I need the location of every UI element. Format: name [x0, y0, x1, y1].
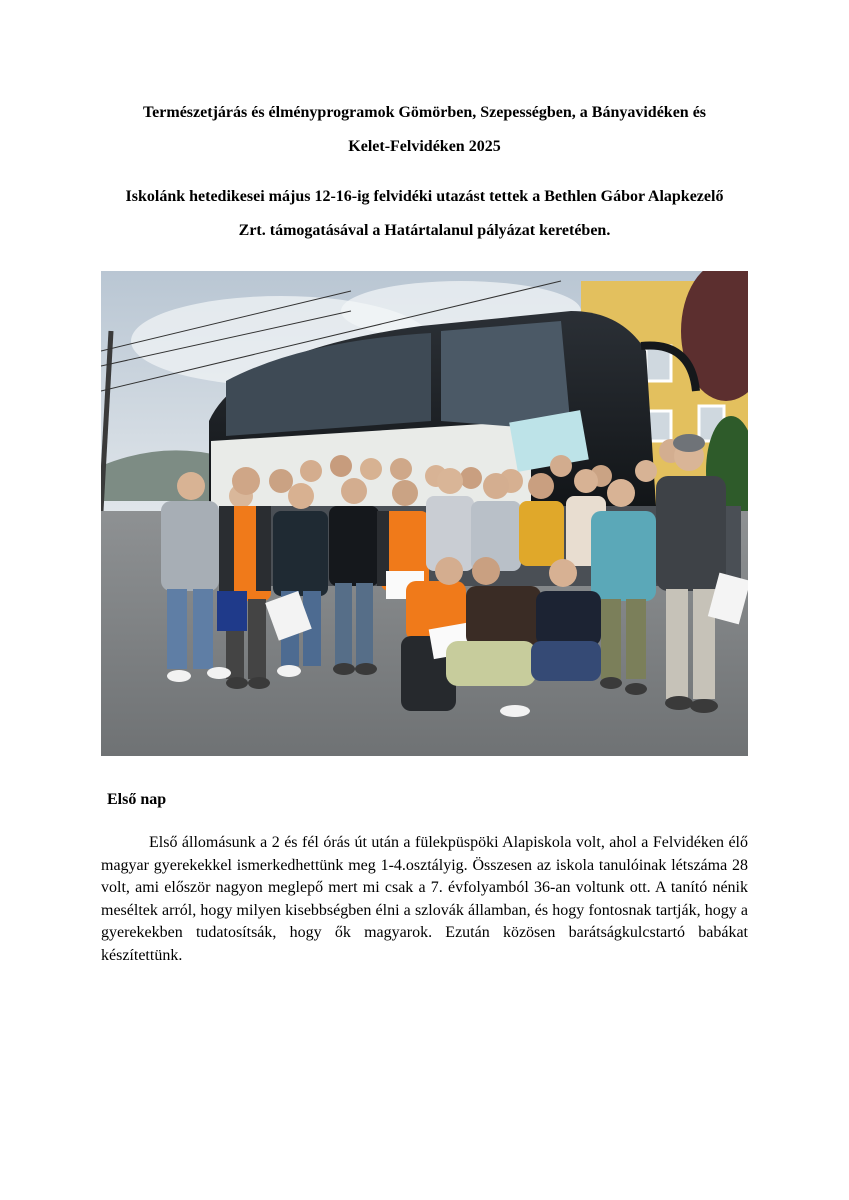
group-photo [101, 271, 748, 756]
paragraph-text: Első állomásunk a 2 és fél órás út után a fülekpüspöki Alapiskola volt, ahol a Felvidéken élő magyar gyerekekkel ismerkedhettünk meg 1-4.osztályig. Összesen az iskola tanulóinak létszáma 28 volt, ami először nagyon meglepő mert mi csak a 7. évfolyamból 36-an voltunk ott. A tanító nénik meséltek arról, hogy milyen kisebbségben élni a szlovák államban, és hogy fontosnak tartják, hogy a gyerekekben tudatosítsák, hogy ők magyarok. Ezután közösen barátságkulcstartó babákat készítettünk. [101, 834, 748, 964]
document-title [101, 96, 748, 164]
document-subtitle [101, 180, 748, 248]
title-line-2: Kelet-Felvidéken 2025 [348, 138, 501, 155]
title-line-1: Természetjárás és élményprogramok Gömörben, Szepességben, a Bányavidéken és [142, 104, 707, 121]
section-heading: Első nap [107, 791, 167, 808]
body-paragraph [101, 832, 748, 968]
subtitle-line-2: Zrt. támogatásával a Határtalanul pályázat keretében. [238, 222, 611, 239]
subtitle-line-1: Iskolánk hetedikesei május 12-16-ig felvidéki utazást tettek a Bethlen Gábor Alapkezelő [125, 188, 724, 205]
